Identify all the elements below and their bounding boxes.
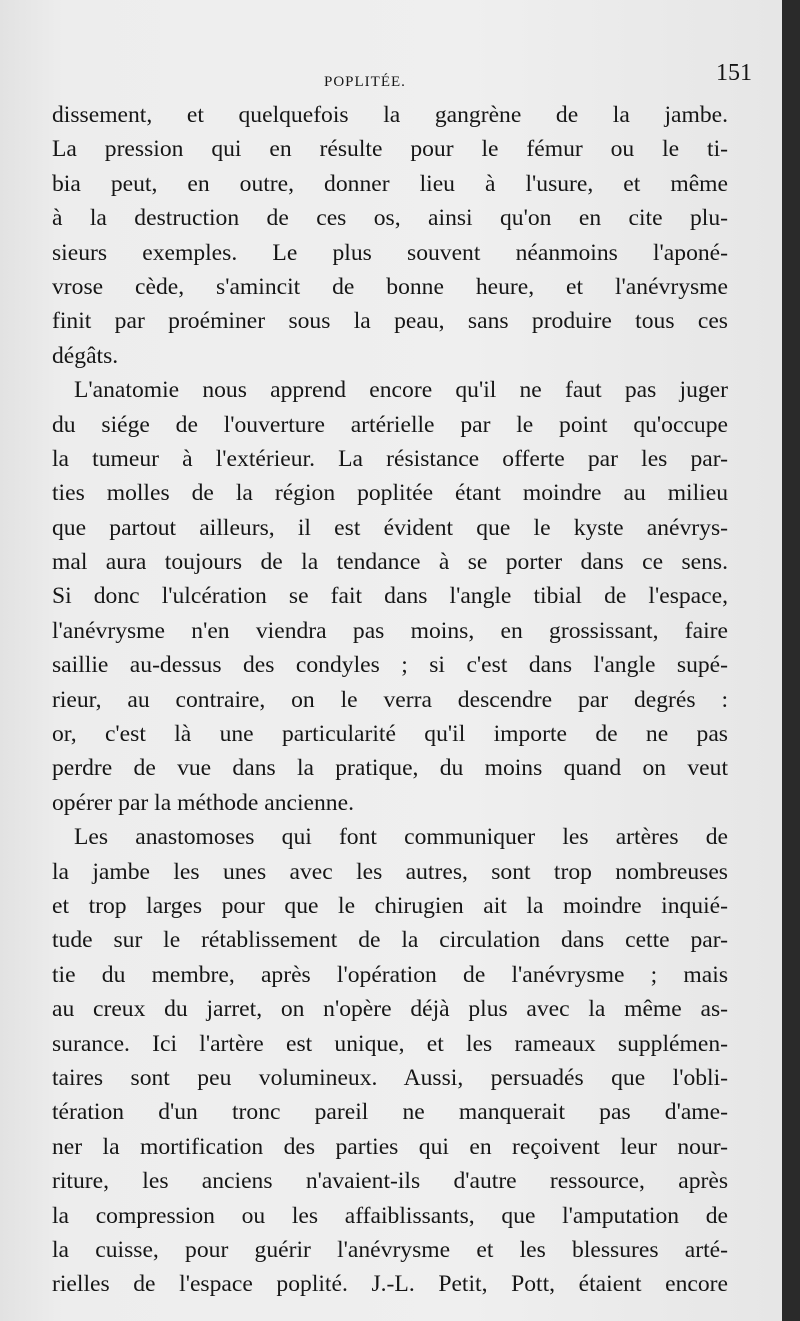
text-line: l'anévrysme n'en viendra pas moins, en grossissant, faire [52,617,728,644]
text-line: au creux du jarret, on n'opère déjà plus avec la même as- [52,996,728,1023]
page-header [52,58,752,98]
page-number: 151 [716,60,752,86]
body-text [52,98,728,1302]
text-line: vrose cède, s'amincit de bonne heure, et l'anévrysme [52,273,728,300]
text-line: Si donc l'ulcération se fait dans l'angle tibial de l'espace, [52,583,728,610]
text-line: or, c'est là une particularité qu'il importe de ne pas [52,721,728,748]
text-line: opérer par la méthode ancienne. [52,789,354,816]
text-line: taires sont peu volumineux. Aussi, persuadés que l'obli- [52,1064,728,1091]
text-line: perdre de vue dans la pratique, du moins quand on veut [52,755,728,782]
text-line: tude sur le rétablissement de la circulation dans cette par- [52,927,728,954]
text-line: surance. Ici l'artère est unique, et les rameaux supplémen- [52,1030,728,1057]
paragraph [52,820,728,1301]
text-line: L'anatomie nous apprend encore qu'il ne faut pas juger [74,377,728,404]
text-line: la tumeur à l'extérieur. La résistance offerte par les par- [52,445,728,472]
text-line: la cuisse, pour guérir l'anévrysme et les blessures arté- [52,1236,728,1263]
text-line: finit par proéminer sous la peau, sans produire tous ces [52,308,728,335]
text-line: ties molles de la région poplitée étant moindre au milieu [52,480,728,507]
text-line: Les anastomoses qui font communiquer les artères de [74,824,728,851]
text-line: saillie au-dessus des condyles ; si c'est dans l'angle supé- [52,652,728,679]
text-line: bia peut, en outre, donner lieu à l'usure, et même [52,170,728,197]
text-line: mal aura toujours de la tendance à se porter dans ce sens. [52,549,728,576]
text-line: riture, les anciens n'avaient-ils d'autre ressource, après [52,1168,728,1195]
text-line: sieurs exemples. Le plus souvent néanmoins l'aponé- [52,239,728,266]
paragraph [52,373,728,820]
text-line: à la destruction de ces os, ainsi qu'on en cite plu- [52,205,728,232]
running-head: POPLITÉE. [324,74,406,90]
text-line: ner la mortification des parties qui en reçoivent leur nour- [52,1133,728,1160]
text-line: rieur, au contraire, on le verra descendre par degrés : [52,686,728,713]
text-line: tie du membre, après l'opération de l'anévrysme ; mais [52,961,728,988]
text-line: et trop larges pour que le chirugien ait la moindre inquié- [52,892,728,919]
text-line: du siége de l'ouverture artérielle par le point qu'occupe [52,411,728,438]
text-line: dégâts. [52,342,119,369]
text-line: la jambe les unes avec les autres, sont trop nombreuses [52,858,728,885]
paragraph [52,98,728,373]
text-line: tération d'un tronc pareil ne manquerait pas d'ame- [52,1099,728,1126]
text-line: dissement, et quelquefois la gangrène de la jambe. [52,102,728,128]
text-line: la compression ou les affaiblissants, que l'amputation de [52,1202,728,1229]
text-line: La pression qui en résulte pour le fémur ou le ti- [52,136,728,163]
text-line: rielles de l'espace poplité. J.-L. Petit, Pott, étaient encore [52,1271,728,1298]
text-line: que partout ailleurs, il est évident que le kyste anévrys- [52,514,728,541]
